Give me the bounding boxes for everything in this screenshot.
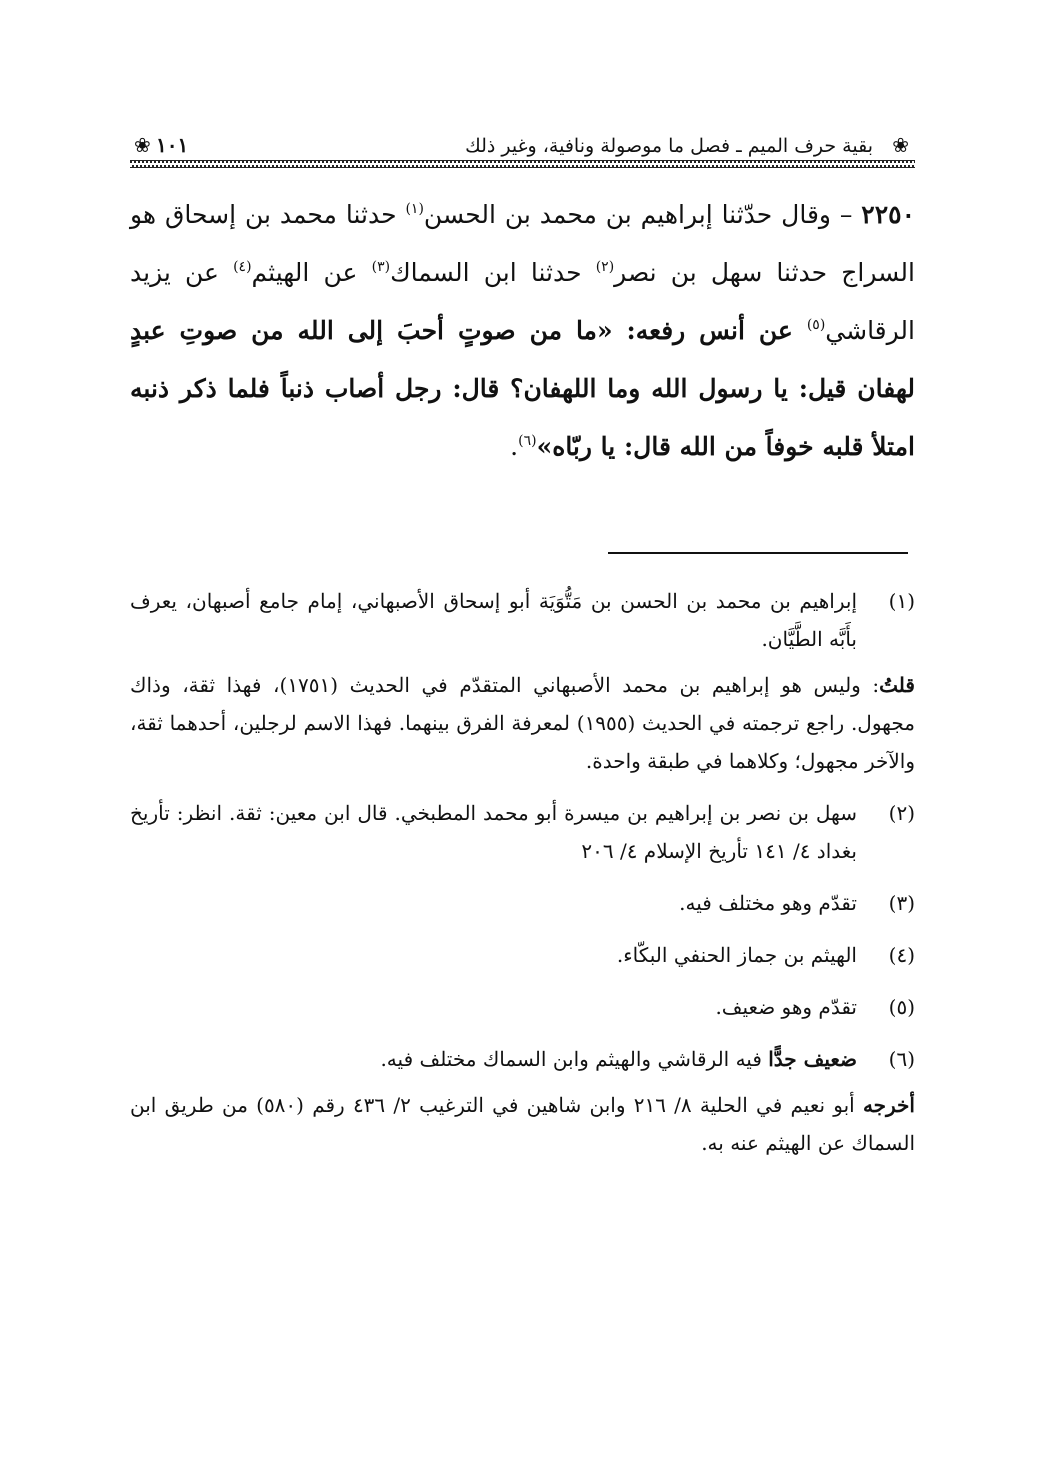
footnote-text: سهل بن نصر بن إبراهيم بن ميسرة أبو محمد المطبخي. قال ابن معين: ثقة. انظر: تأريخ بغداد ٤/ ١٤١ تأريخ الإسلام ٤/ ٢٠٦ — [130, 801, 857, 863]
footnote-marker: (٣) — [371, 259, 391, 275]
footnote-5 — [130, 988, 915, 1026]
footnote-marker: (٢) — [595, 259, 615, 275]
footnote-number: (١) — [888, 589, 915, 613]
header-rule — [130, 160, 915, 168]
footnote-1 — [130, 582, 915, 658]
footnote-marker: (٦) — [518, 433, 537, 449]
footnote-number: (٦) — [888, 1047, 915, 1071]
hadith-text-end: . — [510, 432, 519, 461]
running-header — [130, 132, 915, 176]
footnote-marker: (٥) — [806, 317, 826, 333]
hadith-text — [130, 186, 915, 476]
hadith-text-segment: – وقال حدّثنا إبراهيم بن محمد بن الحسن — [423, 200, 862, 229]
hadith-text-segment: عن يزيد الرقاشي — [130, 258, 915, 345]
footnote-number: (٢) — [888, 801, 915, 825]
hadith-number: ٢٢٥٠ — [861, 200, 915, 229]
ornament-icon: ❀ — [892, 133, 909, 157]
running-header-title: بقية حرف الميم ـ فصل ما موصولة ونافية، وغير ذلك — [465, 135, 873, 157]
footnote-6-takhrij — [130, 1086, 915, 1162]
grading-label: ضعيف جدًّا — [768, 1047, 857, 1071]
hadith-text-segment: حدثنا محمد بن إسحاق هو السراج حدثنا سهل بن نصر — [130, 200, 915, 287]
hadith-matn: عن أنس رفعه: «ما من صوتٍ أحبَ إلى الله من صوتِ عبدٍ لهفان قيل: يا رسول الله وما اللهفان؟ قال: رجل أصاب ذنباً فلما ذكر ذنبه امتلأ قلبه خوفاً من الله قال: يا ربّاه» — [130, 316, 915, 461]
footnote-text: تقدّم وهو ضعيف. — [715, 995, 857, 1019]
takhrij-label: أخرجه — [862, 1093, 915, 1117]
ornament-icon: ❀ — [134, 133, 151, 157]
takhrij-text: أبو نعيم في الحلية ٨/ ٢١٦ وابن شاهين في الترغيب ٢/ ٤٣٦ رقم (٥٨٠) من طريق ابن السماك عن الهيثم عنه به. — [130, 1093, 915, 1155]
note-text: : وليس هو إبراهيم بن محمد الأصبهاني المتقدّم في الحديث (١٧٥١)، فهذا ثقة، وذاك مجهول. راجع ترجمته في الحديث (١٩٥٥) لمعرفة الفرق بينهما. فهذا الاسم لرجلين، أحدهما ثقة، والآخر مجهول؛ وكلاهما في طبقة واحدة. — [130, 673, 916, 773]
footnote-1-note — [130, 666, 915, 780]
footnote-text — [130, 1040, 857, 1078]
footnote-marker: (٤) — [233, 259, 252, 275]
grading-text: فيه الرقاشي والهيثم وابن السماك مختلف فيه. — [380, 1047, 769, 1071]
footnote-2 — [130, 794, 915, 870]
hadith-text-segment: حدثنا ابن السماك — [390, 258, 596, 287]
footnote-text: الهيثم بن جماز الحنفي البكّاء. — [616, 943, 857, 967]
page-number: ١٠١ — [156, 133, 189, 157]
note-label: قلتُ — [879, 673, 915, 697]
footnote-6 — [130, 1040, 915, 1078]
footnote-number: (٣) — [888, 891, 915, 915]
footnote-4 — [130, 936, 915, 974]
footnote-marker: (١) — [405, 201, 424, 217]
hadith-text-segment: عن الهيثم — [251, 258, 372, 287]
footnote-3 — [130, 884, 915, 922]
footnotes — [130, 582, 915, 1162]
footnote-number: (٥) — [888, 995, 915, 1019]
footnote-number: (٤) — [888, 943, 915, 967]
footnote-text: إبراهيم بن محمد بن الحسن بن مَتُّوَيَة أبو إسحاق الأصبهاني، إمام جامع أصبهان، يعرف بأَبَّه الطَّيَّان. — [130, 589, 857, 651]
footnote-text: تقدّم وهو مختلف فيه. — [679, 891, 857, 915]
footnote-separator — [608, 552, 908, 554]
